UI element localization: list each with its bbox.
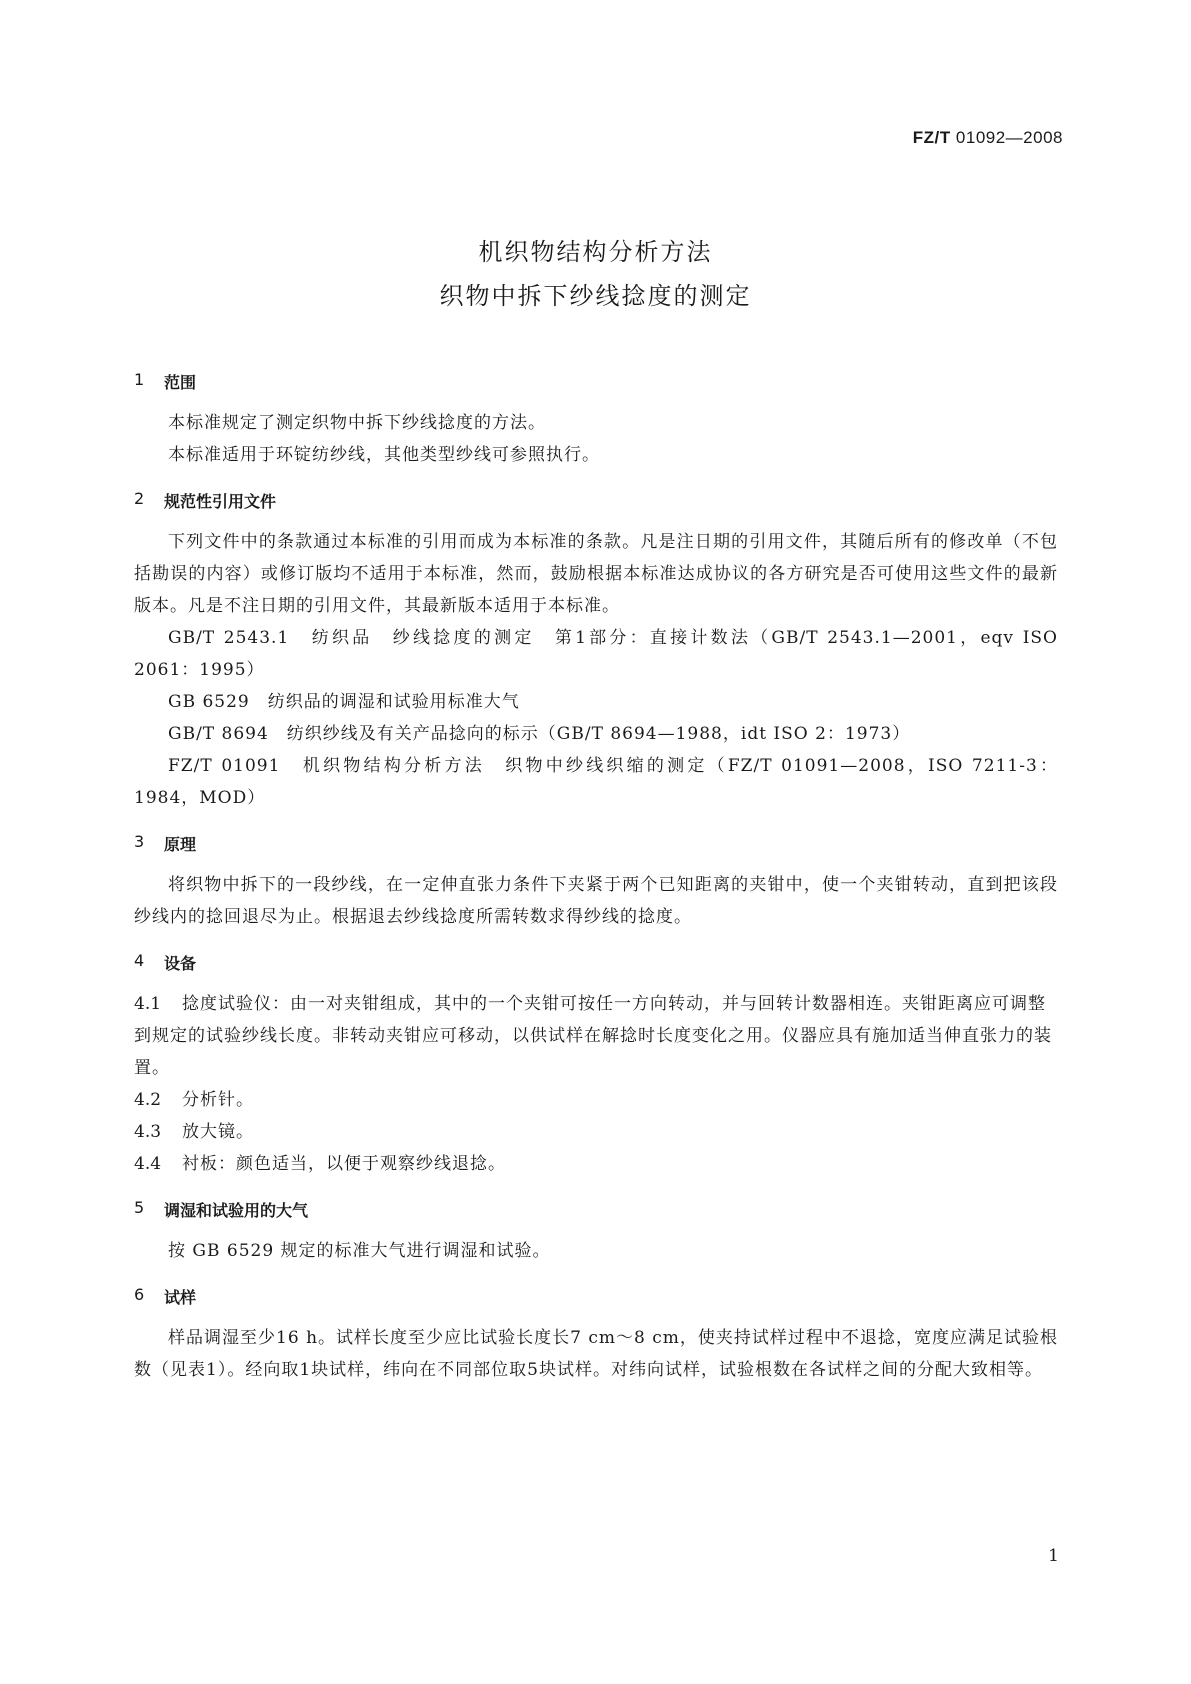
clause-item — [134, 988, 1058, 1084]
document-title-line1: 机织物结构分析方法 — [478, 238, 713, 266]
clause-item — [134, 1116, 1058, 1148]
clause-text: 捻度试验仪：由一对夹钳组成，其中的一个夹钳可按任一方向转动，并与回转计数器相连。夹钳距离应可调整到规定的试验纱线长度。非转动夹钳应可移动，以供试样在解捻时长度变化之用。仪器应具有施加适当伸直张力的装置。 — [134, 994, 1052, 1078]
page-number: 1 — [1048, 1546, 1059, 1566]
paragraph: 样品调湿至少16 h。试样长度至少应比试验长度长7 cm～8 cm，使夹持试样过程中不退捻，宽度应满足试验根数（见表1）。经向取1块试样，纬向在不同部位取5块试样。对纬向试样，试验根数在各试样之间的分配大致相等。 — [134, 1328, 1058, 1380]
standard-code — [913, 128, 1063, 148]
clause-number: 4.1 — [134, 994, 162, 1014]
document-title-line2: 织物中拆下纱线捻度的测定 — [439, 282, 752, 310]
paragraph: 本标准适用于环锭纺纱线，其他类型纱线可参照执行。 — [168, 445, 600, 465]
section-number: 3 — [134, 832, 145, 851]
section-title: 原理 — [164, 835, 197, 854]
section-number: 5 — [134, 1198, 145, 1217]
clause-text: 放大镜。 — [182, 1122, 254, 1142]
section-number: 4 — [134, 951, 145, 970]
section-number: 1 — [134, 370, 145, 389]
section-title: 规范性引用文件 — [164, 492, 277, 511]
paragraph: 下列文件中的条款通过本标准的引用而成为本标准的条款。凡是注日期的引用文件，其随后所有的修改单（不包括勘误的内容）或修订版均不适用于本标准，然而，鼓励根据本标准达成协议的各方研究是否可使用这些文件的最新版本。凡是不注日期的引用文件，其最新版本适用于本标准。 — [134, 532, 1058, 616]
standard-code-prefix: FZ/T — [912, 128, 951, 147]
section-heading-normative-references — [134, 489, 1058, 512]
clause-text: 分析针。 — [182, 1090, 254, 1110]
section-number: 2 — [134, 489, 145, 508]
paragraph: 按 GB 6529 规定的标准大气进行调湿和试验。 — [168, 1241, 551, 1261]
section-title: 试样 — [164, 1288, 197, 1307]
section-title: 范围 — [164, 373, 197, 392]
clause-item — [134, 1148, 1058, 1180]
section-title: 调湿和试验用的大气 — [164, 1201, 309, 1220]
clause-text: 衬板：颜色适当，以便于观察纱线退捻。 — [182, 1154, 506, 1174]
section-heading-principle — [134, 832, 1058, 855]
section-heading-scope — [134, 370, 1058, 393]
section-title: 设备 — [164, 954, 197, 973]
paragraph: 本标准规定了测定织物中拆下纱线捻度的方法。 — [168, 413, 546, 433]
section-heading-atmosphere — [134, 1198, 1058, 1221]
reference-entry: GB/T 8694 纺织纱线及有关产品捻向的标示（GB/T 8694—1988，idt ISO 2：1973） — [168, 724, 911, 744]
reference-entry: GB 6529 纺织品的调湿和试验用标准大气 — [168, 692, 520, 712]
standard-code-number: 01092—2008 — [955, 128, 1063, 147]
reference-entry: FZ/T 01091 机织物结构分析方法 织物中纱线织缩的测定（FZ/T 01091—2008，ISO 7211-3：1984，MOD） — [134, 756, 1058, 808]
document-body — [134, 370, 1058, 1386]
clause-number: 4.2 — [134, 1090, 162, 1110]
clause-number: 4.3 — [134, 1122, 162, 1142]
clause-item — [134, 1084, 1058, 1116]
clause-number: 4.4 — [134, 1154, 162, 1174]
section-heading-specimens — [134, 1285, 1058, 1308]
paragraph: 将织物中拆下的一段纱线，在一定伸直张力条件下夹紧于两个已知距离的夹钳中，使一个夹钳转动，直到把该段纱线内的捻回退尽为止。根据退去纱线捻度所需转数求得纱线的捻度。 — [134, 875, 1058, 927]
section-heading-apparatus — [134, 951, 1058, 974]
reference-entry: GB/T 2543.1 纺织品 纱线捻度的测定 第1部分：直接计数法（GB/T 2543.1—2001，eqv ISO 2061：1995） — [134, 628, 1058, 680]
section-number: 6 — [134, 1285, 145, 1304]
